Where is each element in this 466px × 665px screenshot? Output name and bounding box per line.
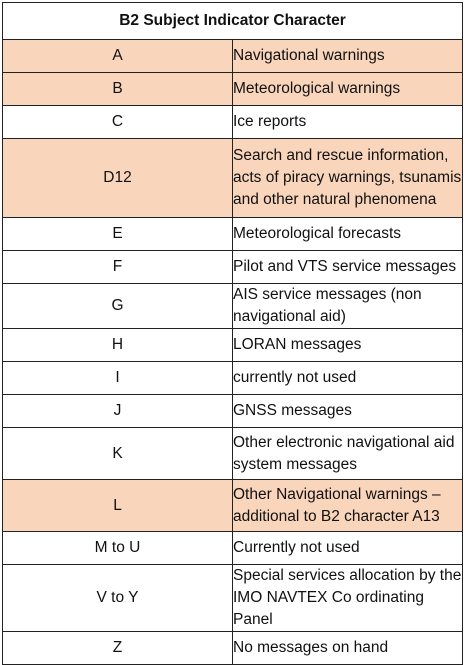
table-title: B2 Subject Indicator Character [3, 3, 463, 40]
indicator-description: Ice reports [233, 106, 463, 139]
indicator-description: Other Navigational warnings – additional to B2 character A13 [233, 480, 463, 532]
table-row [3, 362, 463, 395]
table-row [3, 480, 463, 532]
indicator-code: B [3, 73, 233, 106]
indicator-description: currently not used [233, 362, 463, 395]
indicator-description: Other electronic navigational aid system messages [233, 428, 463, 480]
table-row [3, 428, 463, 480]
title-row [3, 3, 463, 40]
indicator-description: Meteorological warnings [233, 73, 463, 106]
table-row [3, 532, 463, 565]
indicator-code: C [3, 106, 233, 139]
indicator-code: D12 [3, 139, 233, 218]
indicator-description: Search and rescue information, acts of piracy warnings, tsunamis and other natural phenomena [233, 139, 463, 218]
table-row [3, 329, 463, 362]
table-row [3, 251, 463, 284]
indicator-code: E [3, 218, 233, 251]
indicator-description: LORAN messages [233, 329, 463, 362]
table-row [3, 139, 463, 218]
indicator-code: V to Y [3, 565, 233, 632]
table-row [3, 284, 463, 329]
indicator-description: No messages on hand [233, 632, 463, 665]
indicator-code: H [3, 329, 233, 362]
table-row [3, 106, 463, 139]
indicator-code: L [3, 480, 233, 532]
table-row [3, 395, 463, 428]
table-row [3, 218, 463, 251]
indicator-code: K [3, 428, 233, 480]
indicator-code: J [3, 395, 233, 428]
indicator-description: Navigational warnings [233, 40, 463, 73]
indicator-description: Pilot and VTS service messages [233, 251, 463, 284]
indicator-description: AIS service messages (non navigational aid) [233, 284, 463, 329]
indicator-code: G [3, 284, 233, 329]
table-row [3, 565, 463, 632]
indicator-code: A [3, 40, 233, 73]
indicator-code: I [3, 362, 233, 395]
indicator-description: GNSS messages [233, 395, 463, 428]
indicator-code: M to U [3, 532, 233, 565]
indicator-description: Currently not used [233, 532, 463, 565]
subject-indicator-table [2, 2, 463, 665]
table-row [3, 73, 463, 106]
indicator-description: Meteorological forecasts [233, 218, 463, 251]
table-row [3, 40, 463, 73]
indicator-description: Special services allocation by the IMO NAVTEX Co ordinating Panel [233, 565, 463, 632]
indicator-code: Z [3, 632, 233, 665]
table-row [3, 632, 463, 665]
indicator-code: F [3, 251, 233, 284]
